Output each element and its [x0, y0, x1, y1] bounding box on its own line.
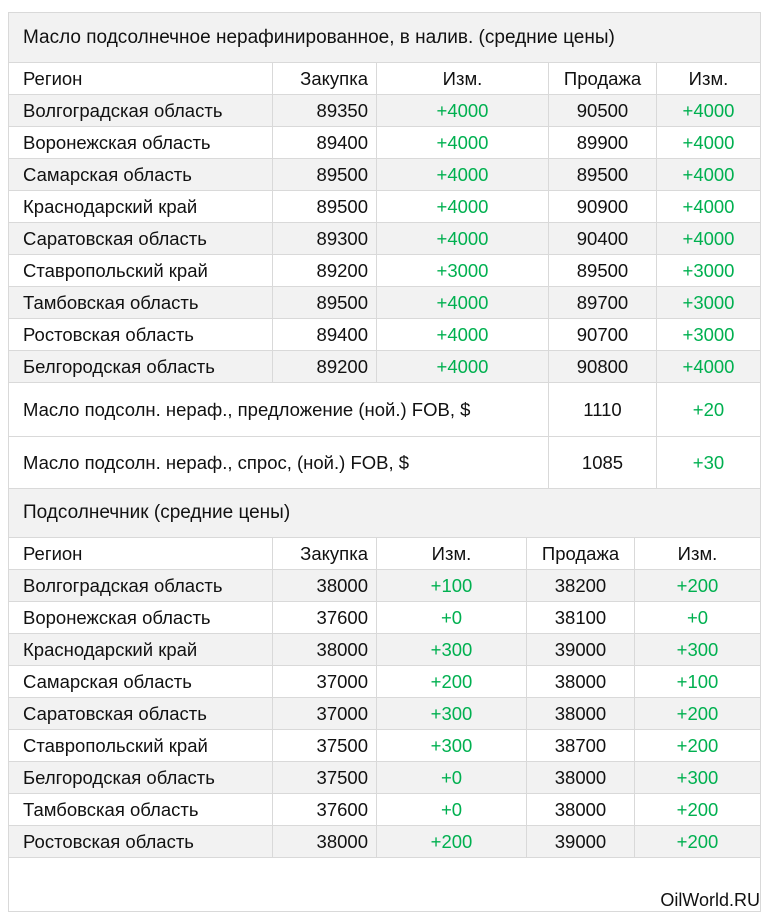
region-cell: Волгоградская область	[9, 95, 273, 126]
sell-price-cell: 90400	[549, 223, 657, 254]
region-cell: Ростовская область	[9, 826, 273, 857]
buy-change-cell: +4000	[377, 127, 549, 158]
sell-price-cell: 38000	[527, 794, 635, 825]
sell-change-cell: +3000	[682, 323, 735, 345]
table-row	[9, 666, 760, 698]
table-row	[9, 223, 760, 255]
region-cell: Ставропольский край	[9, 730, 273, 761]
sell-change-cell: +4000	[682, 131, 735, 153]
sell-price-cell: 38000	[527, 698, 635, 729]
region-cell: Саратовская область	[9, 698, 273, 729]
buy-price-cell: 37000	[273, 666, 377, 697]
column-header-sell-change: Изм.	[688, 67, 729, 89]
sell-price-cell: 38700	[527, 730, 635, 761]
region-cell: Самарская область	[9, 159, 273, 190]
buy-price-cell: 38000	[273, 570, 377, 601]
buy-change-cell: +3000	[377, 255, 549, 286]
sell-change-cell: +4000	[682, 99, 735, 121]
region-cell: Белгородская область	[9, 762, 273, 793]
buy-price-cell: 37000	[273, 698, 377, 729]
buy-change-cell: +0	[377, 794, 527, 825]
seed-table	[9, 538, 760, 858]
source-label: OilWorld.RU	[660, 890, 760, 910]
table-row	[9, 351, 760, 383]
table-row	[9, 319, 760, 351]
buy-change-cell: +300	[377, 634, 527, 665]
table-row	[9, 602, 760, 634]
buy-price-cell: 89300	[273, 223, 377, 254]
sell-price-cell: 39000	[527, 634, 635, 665]
buy-price-cell: 89200	[273, 351, 377, 382]
buy-change-cell: +4000	[377, 191, 549, 222]
fob-row	[9, 437, 760, 489]
table-row	[9, 698, 760, 730]
sell-change-cell: +4000	[682, 163, 735, 185]
table-row	[9, 159, 760, 191]
sell-change-cell: +200	[676, 574, 719, 596]
buy-change-cell: +4000	[377, 223, 549, 254]
buy-change-cell: +4000	[377, 287, 549, 318]
region-cell: Самарская область	[9, 666, 273, 697]
fob-row	[9, 383, 760, 437]
fob-change: +30	[692, 451, 725, 473]
column-header-buy-change: Изм.	[377, 63, 549, 94]
column-header-buy-price: Закупка	[273, 63, 377, 94]
sell-price-cell: 89700	[549, 287, 657, 318]
sell-change-cell: +100	[676, 670, 719, 692]
table-row	[9, 95, 760, 127]
buy-price-cell: 89500	[273, 191, 377, 222]
sell-price-cell: 89900	[549, 127, 657, 158]
sell-price-cell: 39000	[527, 826, 635, 857]
column-header-buy-price: Закупка	[273, 538, 377, 569]
region-cell: Краснодарский край	[9, 191, 273, 222]
sell-change-cell: +3000	[682, 291, 735, 313]
buy-price-cell: 89200	[273, 255, 377, 286]
sell-price-cell: 90900	[549, 191, 657, 222]
sell-change-cell: +300	[676, 638, 719, 660]
region-cell: Воронежская область	[9, 602, 273, 633]
buy-change-cell: +4000	[377, 159, 549, 190]
table-row	[9, 762, 760, 794]
table-row	[9, 191, 760, 223]
buy-price-cell: 37500	[273, 762, 377, 793]
sell-price-cell: 90500	[549, 95, 657, 126]
sell-change-cell: +300	[676, 766, 719, 788]
sell-price-cell: 89500	[549, 255, 657, 286]
column-header-sell-change: Изм.	[677, 542, 718, 564]
buy-change-cell: +0	[377, 762, 527, 793]
sell-change-cell: +4000	[682, 195, 735, 217]
buy-price-cell: 38000	[273, 634, 377, 665]
region-cell: Тамбовская область	[9, 794, 273, 825]
region-cell: Тамбовская область	[9, 287, 273, 318]
sell-change-cell: +0	[686, 606, 709, 628]
sell-change-cell: +200	[676, 830, 719, 852]
column-header-region: Регион	[9, 63, 273, 94]
sell-price-cell: 38000	[527, 762, 635, 793]
sell-price-cell: 90800	[549, 351, 657, 382]
table-row	[9, 287, 760, 319]
region-cell: Краснодарский край	[9, 634, 273, 665]
sell-price-cell: 38200	[527, 570, 635, 601]
sell-change-cell: +200	[676, 702, 719, 724]
buy-price-cell: 89400	[273, 319, 377, 350]
region-cell: Воронежская область	[9, 127, 273, 158]
buy-change-cell: +4000	[377, 95, 549, 126]
sell-change-cell: +4000	[682, 355, 735, 377]
sell-price-cell: 89500	[549, 159, 657, 190]
sell-change-cell: +3000	[682, 259, 735, 281]
buy-price-cell: 38000	[273, 826, 377, 857]
buy-change-cell: +200	[377, 666, 527, 697]
buy-price-cell: 37600	[273, 794, 377, 825]
sell-price-cell: 38000	[527, 666, 635, 697]
region-cell: Ростовская область	[9, 319, 273, 350]
sell-price-cell: 90700	[549, 319, 657, 350]
header-row	[9, 63, 760, 95]
table-row	[9, 127, 760, 159]
fob-price: 1085	[549, 437, 657, 488]
buy-change-cell: +4000	[377, 351, 549, 382]
buy-change-cell: +200	[377, 826, 527, 857]
column-header-buy-change: Изм.	[377, 538, 527, 569]
buy-price-cell: 37600	[273, 602, 377, 633]
buy-price-cell: 89500	[273, 287, 377, 318]
table-row	[9, 570, 760, 602]
buy-change-cell: +300	[377, 730, 527, 761]
oil-section-title: Масло подсолнечное нерафинированное, в налив. (средние цены)	[9, 13, 760, 63]
buy-price-cell: 89400	[273, 127, 377, 158]
column-header-region: Регион	[9, 538, 273, 569]
fob-label: Масло подсолн. нераф., спрос, (ной.) FOB, $	[9, 437, 549, 488]
sell-change-cell: +4000	[682, 227, 735, 249]
oil-table	[9, 63, 760, 383]
fob-change: +20	[692, 398, 725, 420]
buy-price-cell: 89500	[273, 159, 377, 190]
column-header-sell-price: Продажа	[527, 538, 635, 569]
fob-rows	[9, 383, 760, 489]
seed-section-title: Подсолнечник (средние цены)	[9, 489, 760, 538]
sell-change-cell: +200	[676, 798, 719, 820]
buy-price-cell: 89350	[273, 95, 377, 126]
table-row	[9, 794, 760, 826]
sell-price-cell: 38100	[527, 602, 635, 633]
region-cell: Белгородская область	[9, 351, 273, 382]
region-cell: Волгоградская область	[9, 570, 273, 601]
fob-price: 1110	[549, 383, 657, 436]
table-row	[9, 730, 760, 762]
table-row	[9, 826, 760, 858]
region-cell: Ставропольский край	[9, 255, 273, 286]
buy-price-cell: 37500	[273, 730, 377, 761]
table-row	[9, 255, 760, 287]
column-header-sell-price: Продажа	[549, 63, 657, 94]
buy-change-cell: +100	[377, 570, 527, 601]
region-cell: Саратовская область	[9, 223, 273, 254]
buy-change-cell: +300	[377, 698, 527, 729]
header-row	[9, 538, 760, 570]
fob-label: Масло подсолн. нераф., предложение (ной.) FOB, $	[9, 383, 549, 436]
buy-change-cell: +0	[377, 602, 527, 633]
sell-change-cell: +200	[676, 734, 719, 756]
buy-change-cell: +4000	[377, 319, 549, 350]
table-row	[9, 634, 760, 666]
price-table-container	[8, 12, 761, 912]
